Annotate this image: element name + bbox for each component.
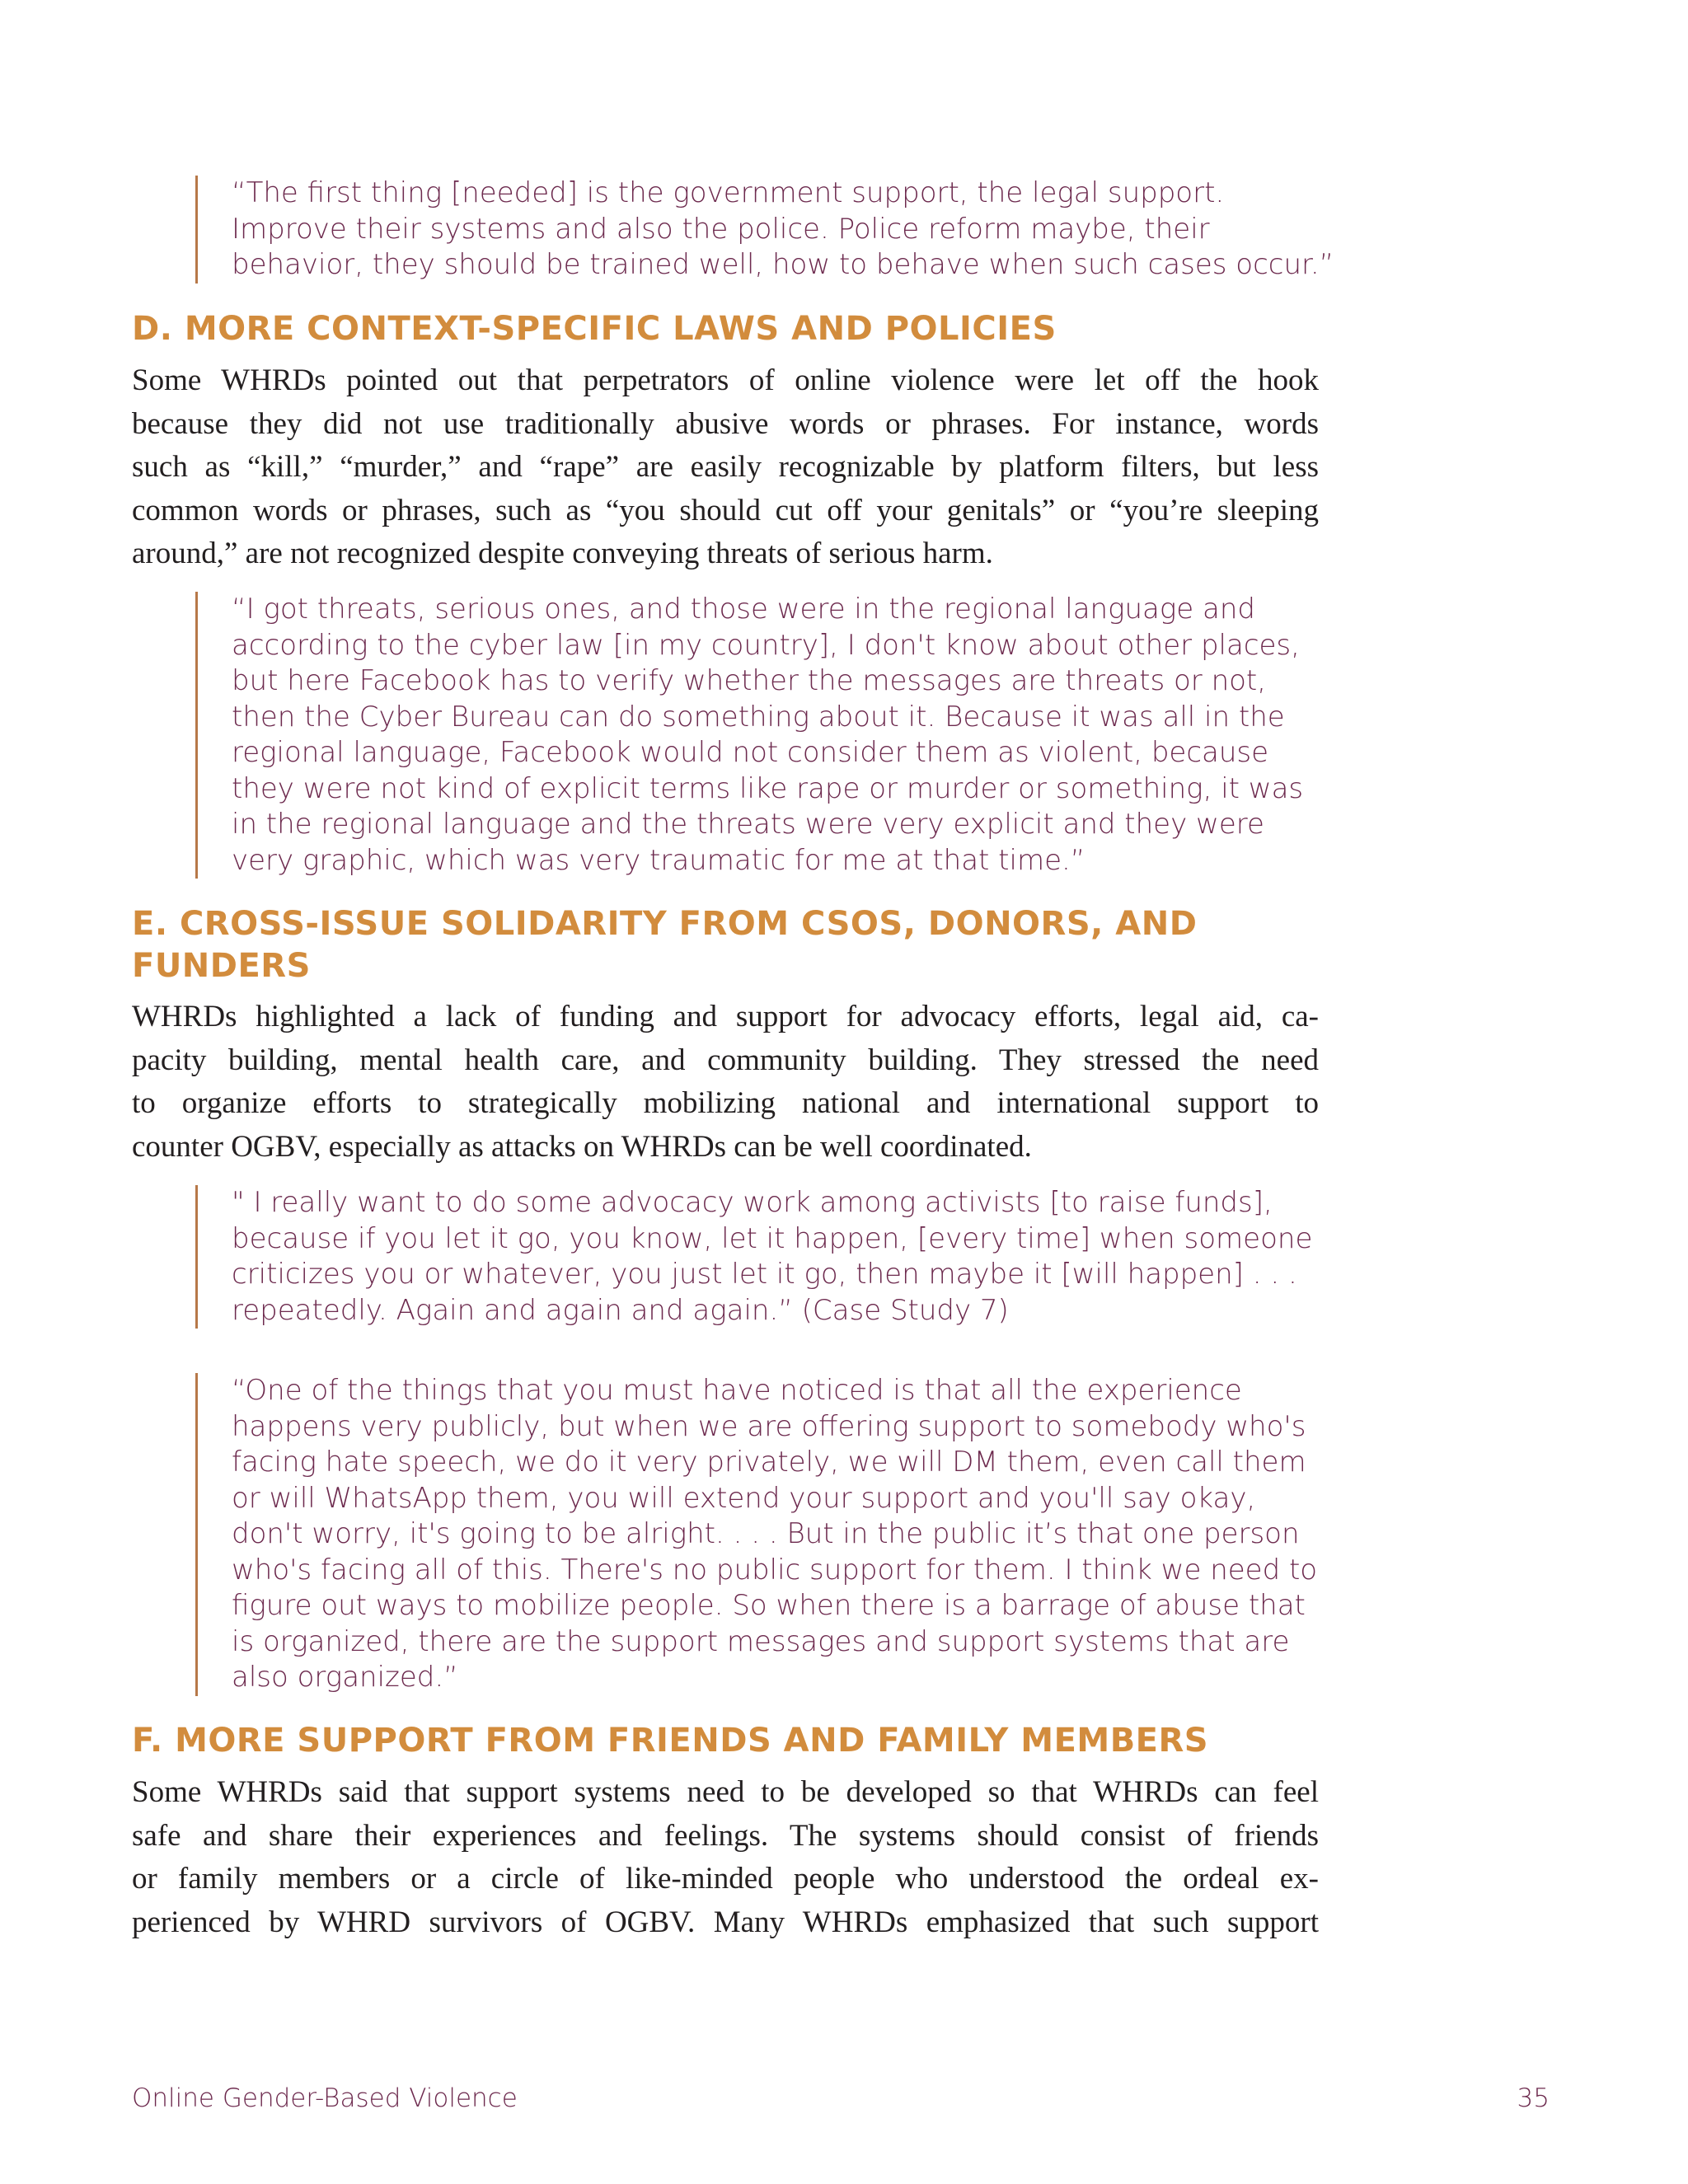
body-line: to organize efforts to strategically mobilizing national and international support to — [132, 1086, 1319, 1120]
body-line: or family members or a circle of like-minded people who understood the ordeal ex- — [132, 1862, 1319, 1896]
quote-line: criticizes you or whatever, you just let it go, then maybe it [will happen] . . . — [232, 1258, 1297, 1291]
quote-line: they were not kind of explicit terms like rape or murder or something, it was — [232, 771, 1304, 805]
quote-line: " I really want to do some advocacy work among activists [to raise funds], — [232, 1186, 1273, 1219]
quote-line: then the Cyber Bureau can do something about it. Because it was all in the — [232, 700, 1285, 733]
section-heading — [132, 1720, 1208, 1762]
quote-line: Improve their systems and also the police. Police reform maybe, their — [232, 212, 1210, 246]
quote-line: “One of the things that you must have noticed is that all the experience — [232, 1374, 1242, 1407]
heading-line: FUNDERS — [132, 947, 311, 985]
quote-line: very graphic, which was very traumatic for me at that time.” — [232, 843, 1085, 877]
body-line: safe and share their experiences and feelings. The systems should consist of friends — [132, 1818, 1319, 1853]
section-heading — [132, 308, 1057, 350]
heading-line: D. MORE CONTEXT-SPECIFIC LAWS AND POLICIES — [132, 310, 1057, 348]
body-paragraph — [132, 1771, 1319, 1944]
footer-title: Online Gender-Based Violence — [132, 2083, 518, 2113]
page-number: 35 — [1517, 2083, 1550, 2113]
quote-line: behavior, they should be trained well, how to behave when such cases occur.” — [232, 248, 1334, 281]
heading-line: F. MORE SUPPORT FROM FRIENDS AND FAMILY MEMBERS — [132, 1722, 1209, 1760]
quote-line: “The first thing [needed] is the government support, the legal support. — [232, 176, 1225, 209]
body-line: WHRDs highlighted a lack of funding and support for advocacy efforts, legal aid, ca- — [132, 1000, 1319, 1033]
body-line: such as “kill,” “murder,” and “rape” are easily recognizable by platform filters, but less — [132, 450, 1319, 484]
quote-line: who's facing all of this. There's no public support for them. I think we need to — [232, 1553, 1318, 1586]
section-heading — [132, 903, 1197, 987]
quote-line: in the regional language and the threats were very explicit and they were — [232, 808, 1264, 841]
quote-line: “I got threats, serious ones, and those were in the regional language and — [232, 593, 1255, 626]
quote-line: happens very publicly, but when we are offering support to somebody who's — [232, 1409, 1306, 1443]
blockquote — [195, 592, 1303, 879]
body-line: counter OGBV, especially as attacks on WHRDs can be well coordinated. — [132, 1129, 1032, 1164]
body-line: because they did not use traditionally abusive words or phrases. For instance, words — [132, 406, 1319, 441]
quote-line: also organized.” — [232, 1661, 458, 1694]
blockquote — [195, 1373, 1318, 1696]
quote-line: facing hate speech, we do it very privately, we will DM them, even call them — [232, 1446, 1306, 1479]
body-line: common words or phrases, such as “you should cut off your genitals” or “you’re sleeping — [132, 493, 1319, 527]
blockquote — [195, 1185, 1313, 1329]
body-line: around,” are not recognized despite conveying threats of serious harm. — [132, 537, 993, 570]
quote-line: is organized, there are the support messages and support systems that are — [232, 1624, 1290, 1658]
quote-line: repeatedly. Again and again and again.” (Case Study 7) — [232, 1293, 1009, 1327]
body-line: Some WHRDs said that support systems need to be developed so that WHRDs can feel — [132, 1775, 1319, 1809]
heading-line: E. CROSS-ISSUE SOLIDARITY FROM CSOS, DONORS, AND — [132, 905, 1198, 943]
body-line: Some WHRDs pointed out that perpetrators of online violence were let off the hook — [132, 363, 1319, 397]
quote-line: regional language, Facebook would not consider them as violent, because — [232, 736, 1269, 769]
quote-line: but here Facebook has to verify whether the messages are threats or not, — [232, 664, 1267, 697]
quote-line: or will WhatsApp them, you will extend your support and you'll say okay, — [232, 1481, 1256, 1515]
blockquote — [195, 176, 1334, 284]
quote-line: don't worry, it's going to be alright. . . . But in the public it’s that one person — [232, 1517, 1300, 1550]
quote-line: figure out ways to mobilize people. So when there is a barrage of abuse that — [232, 1589, 1306, 1622]
body-paragraph — [132, 359, 1319, 576]
quote-line: because if you let it go, you know, let it happen, [every time] when someone — [232, 1221, 1313, 1255]
body-line: perienced by WHRD survivors of OGBV. Many WHRDs emphasized that such support — [132, 1905, 1319, 1939]
quote-line: according to the cyber law [in my country], I don't know about other places, — [232, 628, 1300, 662]
body-paragraph — [132, 996, 1319, 1169]
body-line: pacity building, mental health care, and community building. They stressed the need — [132, 1043, 1319, 1077]
